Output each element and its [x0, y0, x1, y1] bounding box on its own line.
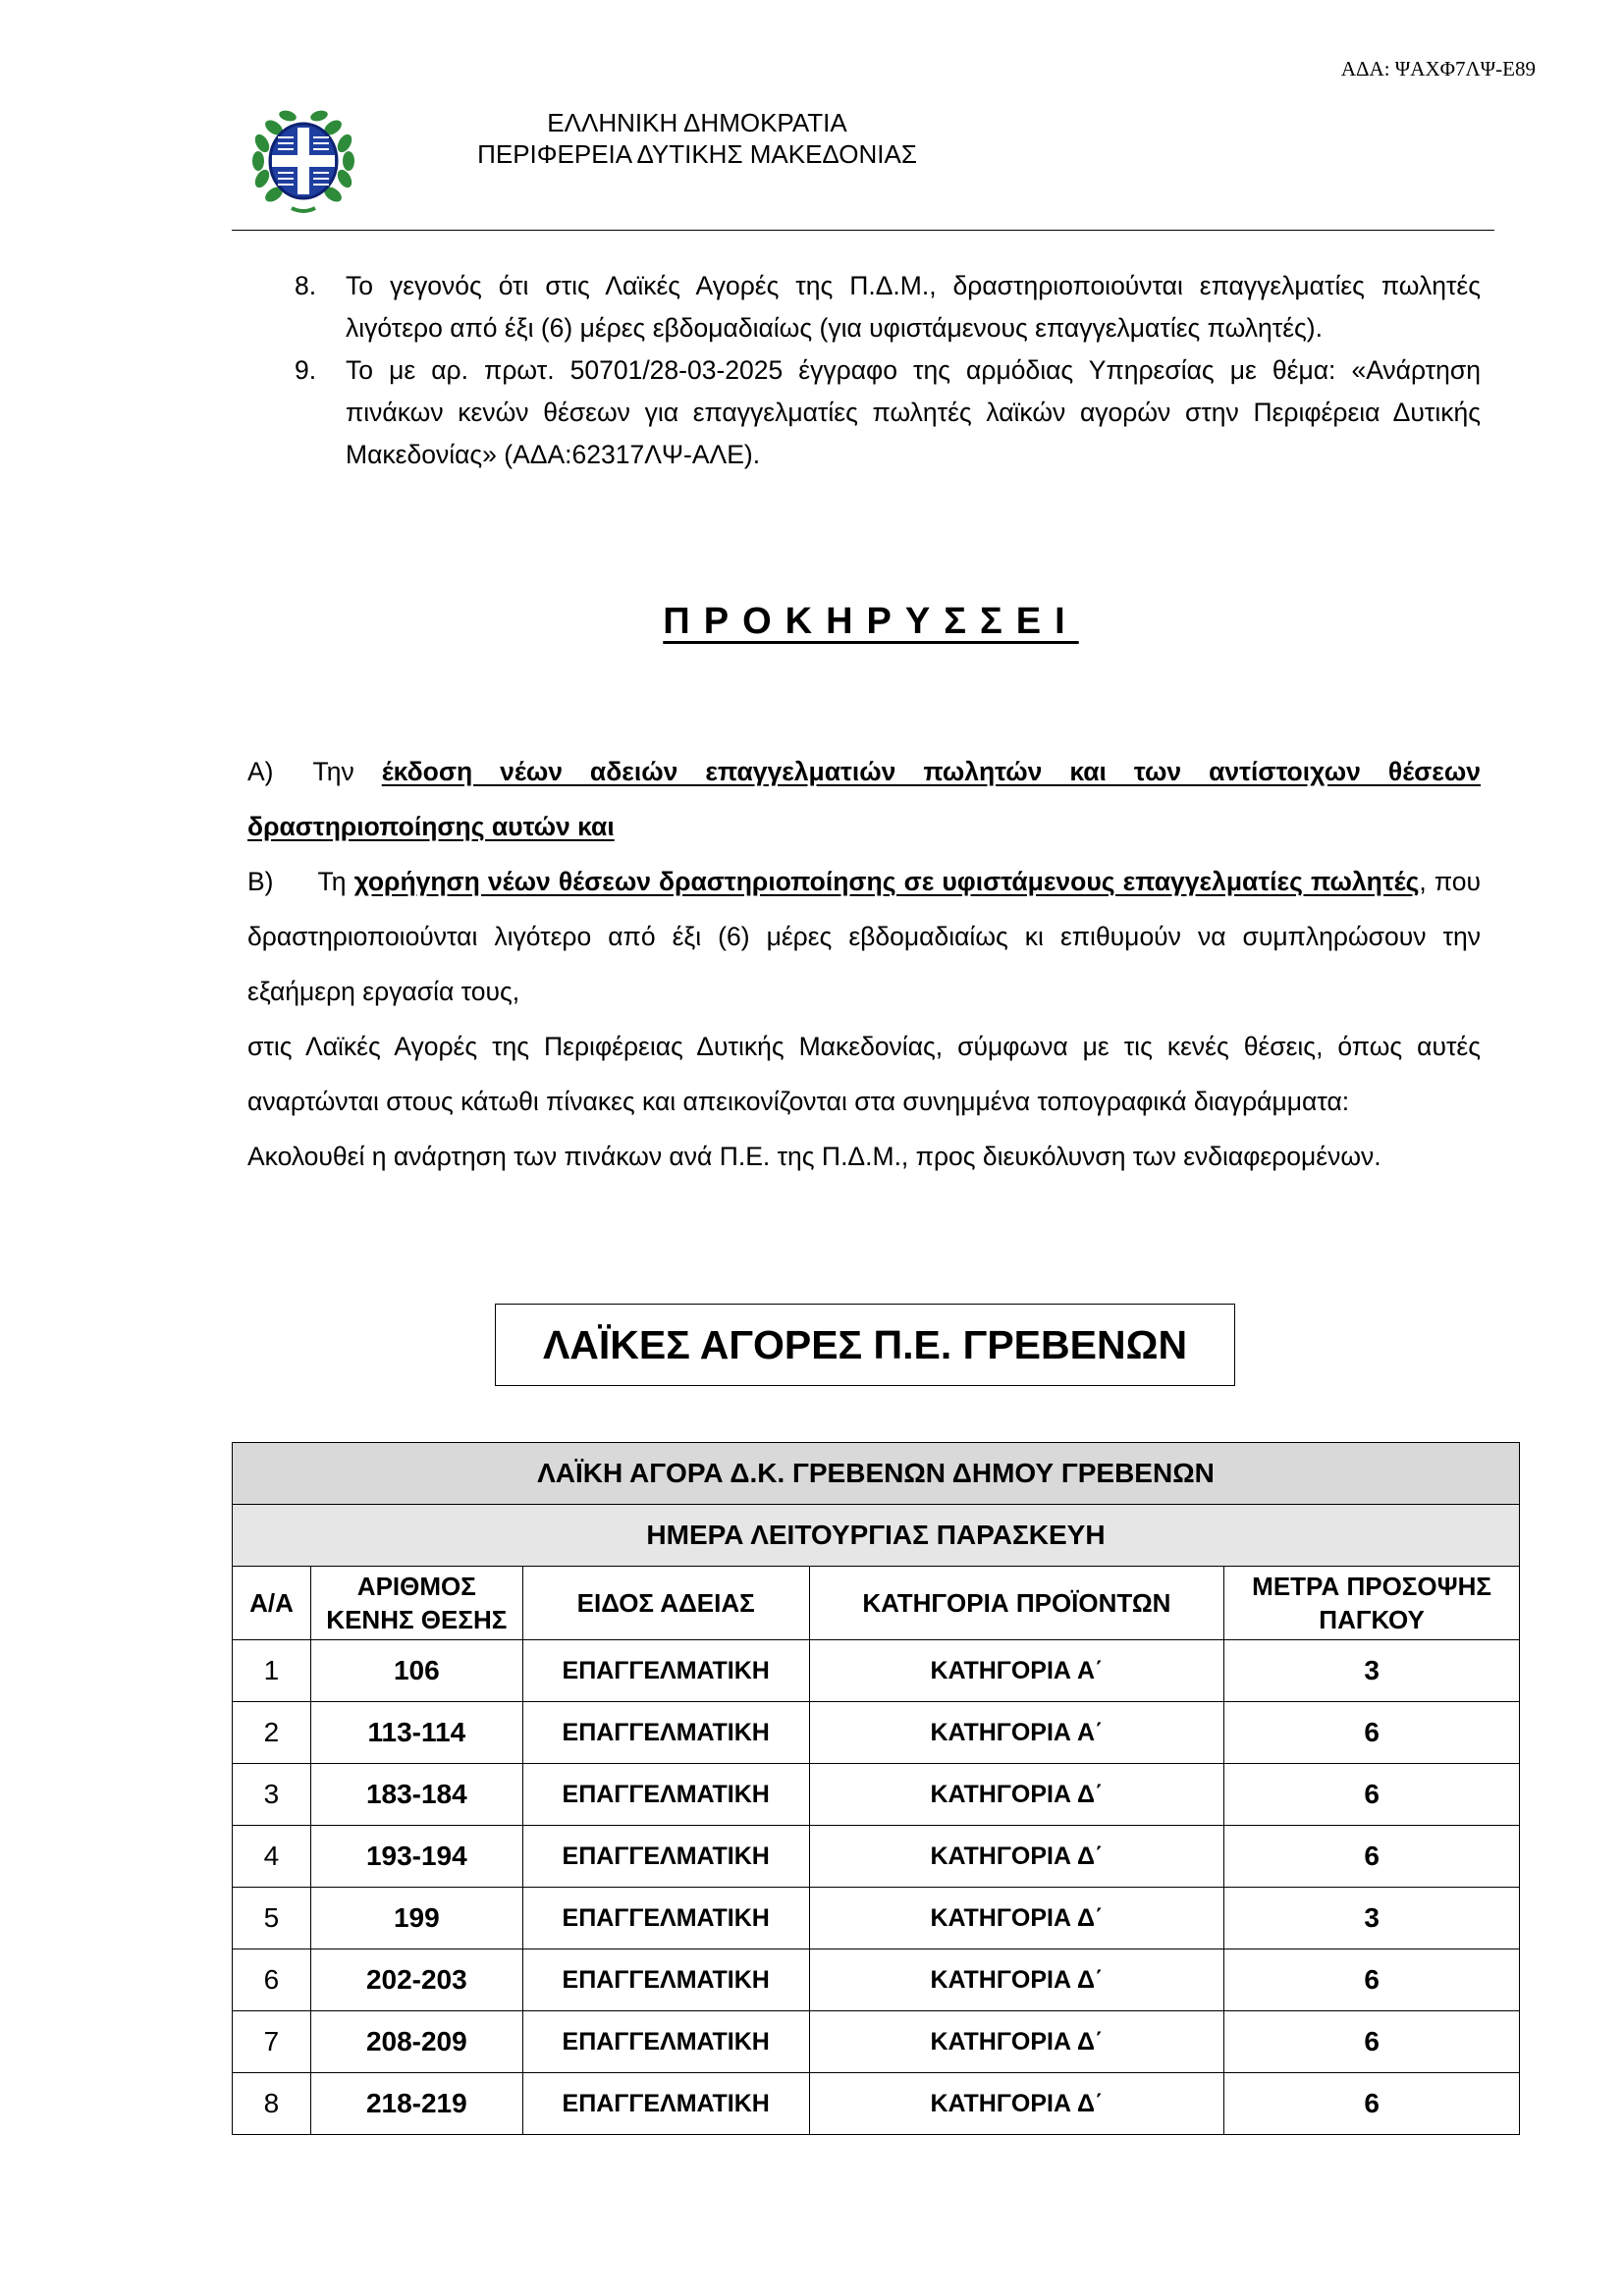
cell-category: ΚΑΤΗΓΟΡΙΑ Δ΄ [809, 1888, 1224, 1949]
list-item-number: 9. [295, 355, 317, 385]
cell-meters: 6 [1224, 1949, 1520, 2011]
cell-position: 199 [310, 1888, 522, 1949]
cell-meters: 6 [1224, 1826, 1520, 1888]
cell-category: ΚΑΤΗΓΟΡΙΑ Δ΄ [809, 1949, 1224, 2011]
cell-meters: 3 [1224, 1888, 1520, 1949]
proclamation-heading: ΠΡΟΚΗΡΥΣΣΕΙ [663, 601, 1079, 642]
cell-meters: 6 [1224, 1702, 1520, 1764]
cell-category: ΚΑΤΗΓΟΡΙΑ Α΄ [809, 1640, 1224, 1702]
table-row [233, 1888, 1520, 1949]
cell-license: ΕΠΑΓΓΕΛΜΑΤΙΚΗ [522, 1826, 809, 1888]
cell-meters: 6 [1224, 2073, 1520, 2135]
cell-license: ΕΠΑΓΓΕΛΜΑΤΙΚΗ [522, 1764, 809, 1826]
header-license: ΕΙΔΟΣ ΑΔΕΙΑΣ [522, 1567, 809, 1640]
ada-code: ΑΔΑ: ΨΑΧΦ7ΛΨ-Ε89 [1340, 57, 1536, 80]
cell-meters: 6 [1224, 2011, 1520, 2073]
cell-aa: 5 [233, 1888, 311, 1949]
table-row [233, 1640, 1520, 1702]
paragraph-b-prefix: Β) [247, 867, 274, 896]
cell-aa: 6 [233, 1949, 311, 2011]
paragraph-b-emphasis: χορήγηση νέων θέσεων δραστηριοποίησης σε υφιστάμενους επαγγελματίες πωλητές [353, 867, 1420, 896]
table-subtitle-row [233, 1505, 1520, 1567]
paragraph-b-rest: , που δραστηριοποιούνται λιγότερο από έξι (6) μέρες εβδομαδιαίως κι επιθυμούν να συμπληρώσουν την εξαήμερη εργασία τους, [247, 867, 1481, 1006]
paragraph-a-emphasis: έκδοση νέων αδειών επαγγελματιών πωλητών και των αντίστοιχων θέσεων δραστηριοποίησης αυτών και [247, 757, 1481, 841]
paragraph-posting: Ακολουθεί η ανάρτηση των πινάκων ανά Π.Ε. της Π.Δ.Μ., προς διευκόλυνση των ενδιαφερομένων. [247, 1142, 1381, 1171]
table-row [233, 2073, 1520, 2135]
paragraph-a [247, 744, 1481, 854]
table-row [233, 1764, 1520, 1826]
cell-position: 208-209 [310, 2011, 522, 2073]
greek-republic-emblem-icon [248, 104, 358, 216]
table-title: ΛΑΪΚΗ ΑΓΟΡΑ Δ.Κ. ΓΡΕΒΕΝΩΝ ΔΗΜΟΥ ΓΡΕΒΕΝΩΝ [233, 1443, 1520, 1505]
cell-category: ΚΑΤΗΓΟΡΙΑ Α΄ [809, 1702, 1224, 1764]
cell-license: ΕΠΑΓΓΕΛΜΑΤΙΚΗ [522, 1702, 809, 1764]
cell-position: 113-114 [310, 1702, 522, 1764]
proclamation-body [247, 744, 1481, 1184]
cell-license: ΕΠΑΓΓΕΛΜΑΤΙΚΗ [522, 1640, 809, 1702]
list-item [295, 265, 1481, 349]
header-aa: Α/Α [233, 1567, 311, 1640]
cell-aa: 7 [233, 2011, 311, 2073]
header-position: ΑΡΙΘΜΟΣ ΚΕΝΗΣ ΘΕΣΗΣ [310, 1567, 522, 1640]
cell-category: ΚΑΤΗΓΟΡΙΑ Δ΄ [809, 1826, 1224, 1888]
header-meters: ΜΕΤΡΑ ΠΡΟΣΟΨΗΣ ΠΑΓΚΟΥ [1224, 1567, 1520, 1640]
header-country: ΕΛΛΗΝΙΚΗ ΔΗΜΟΚΡΑΤΙΑ [547, 108, 847, 137]
header-divider [232, 230, 1494, 231]
cell-position: 218-219 [310, 2073, 522, 2135]
cell-category: ΚΑΤΗΓΟΡΙΑ Δ΄ [809, 2011, 1224, 2073]
paragraph-markets: στις Λαϊκές Αγορές της Περιφέρειας Δυτικής Μακεδονίας, σύμφωνα με τις κενές θέσεις, όπως αυτές αναρτώνται στους κάτωθι πίνακες και απεικονίζονται στα συνημμένα τοπογραφικά διαγράμματα: [247, 1032, 1481, 1116]
table-row [233, 1826, 1520, 1888]
cell-license: ΕΠΑΓΓΕΛΜΑΤΙΚΗ [522, 2011, 809, 2073]
cell-position: 202-203 [310, 1949, 522, 2011]
cell-category: ΚΑΤΗΓΟΡΙΑ Δ΄ [809, 1764, 1224, 1826]
list-item-number: 8. [295, 271, 317, 300]
cell-aa: 1 [233, 1640, 311, 1702]
paragraph-b [247, 854, 1481, 1019]
table-row [233, 1702, 1520, 1764]
cell-meters: 3 [1224, 1640, 1520, 1702]
table-subtitle: ΗΜΕΡΑ ΛΕΙΤΟΥΡΓΙΑΣ ΠΑΡΑΣΚΕΥΗ [233, 1505, 1520, 1567]
table-row [233, 1949, 1520, 2011]
list-item-text: Το με αρ. πρωτ. 50701/28-03-2025 έγγραφο της αρμόδιας Υπηρεσίας με θέμα: «Ανάρτηση πινάκων κενών θέσεων για επαγγελματίες πωλητές λαϊκών αγορών στην Περιφέρεια Δυτικής Μακεδονίας» (ΑΔΑ:62317ΛΨ-ΑΛΕ). [346, 355, 1481, 469]
list-item-text: Το γεγονός ότι στις Λαϊκές Αγορές της Π.Δ.Μ., δραστηριοποιούνται επαγγελματίες πωλητές λιγότερο από έξι (6) μέρες εβδομαδιαίως (για υφιστάμενους επαγγελματίες πωλητές). [346, 271, 1481, 343]
section-title: ΛΑΪΚΕΣ ΑΓΟΡΕΣ Π.Ε. ΓΡΕΒΕΝΩΝ [495, 1304, 1235, 1386]
vacancies-table [232, 1442, 1520, 2135]
cell-category: ΚΑΤΗΓΟΡΙΑ Δ΄ [809, 2073, 1224, 2135]
header-category: ΚΑΤΗΓΟΡΙΑ ΠΡΟΪΟΝΤΩΝ [809, 1567, 1224, 1640]
cell-license: ΕΠΑΓΓΕΛΜΑΤΙΚΗ [522, 2073, 809, 2135]
cell-position: 193-194 [310, 1826, 522, 1888]
paragraph-b-word: Τη [317, 867, 347, 896]
cell-aa: 3 [233, 1764, 311, 1826]
list-item [295, 349, 1481, 476]
cell-aa: 4 [233, 1826, 311, 1888]
cell-position: 183-184 [310, 1764, 522, 1826]
paragraph-a-prefix: Α) [247, 757, 274, 786]
cell-aa: 2 [233, 1702, 311, 1764]
table-title-row [233, 1443, 1520, 1505]
cell-aa: 8 [233, 2073, 311, 2135]
cell-license: ΕΠΑΓΓΕΛΜΑΤΙΚΗ [522, 1888, 809, 1949]
header-region: ΠΕΡΙΦΕΡΕΙΑ ΔΥΤΙΚΗΣ ΜΑΚΕΔΟΝΙΑΣ [477, 139, 917, 169]
paragraph-a-word: Την [312, 757, 354, 786]
cell-license: ΕΠΑΓΓΕΛΜΑΤΙΚΗ [522, 1949, 809, 2011]
table-header-row [233, 1567, 1520, 1640]
cell-meters: 6 [1224, 1764, 1520, 1826]
considerations-list [295, 265, 1481, 476]
cell-position: 106 [310, 1640, 522, 1702]
table-row [233, 2011, 1520, 2073]
